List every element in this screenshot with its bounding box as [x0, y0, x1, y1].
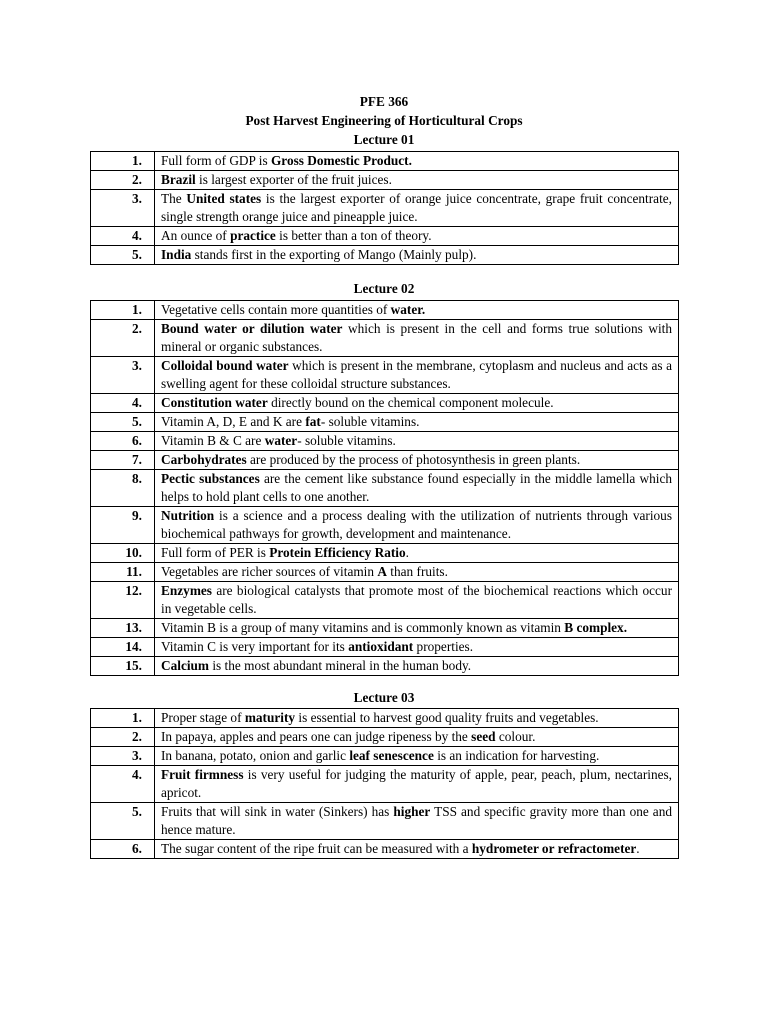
table-row [91, 320, 679, 357]
row-number: 1. [91, 301, 155, 320]
text-segment: stands first in the exporting of Mango (Mainly pulp). [191, 247, 477, 262]
text-segment: which is present in the cell and forms true solutions with mineral or organic substances. [161, 321, 672, 354]
row-text [155, 766, 679, 803]
text-segment: An ounce of [161, 228, 231, 243]
text-segment: In banana, potato, onion and garlic [161, 748, 350, 763]
row-text [155, 728, 679, 747]
row-number: 1. [91, 709, 155, 728]
row-number: 11. [91, 563, 155, 582]
text-segment: properties. [413, 639, 474, 654]
row-number: 12. [91, 582, 155, 619]
row-number: 4. [91, 766, 155, 803]
row-text [155, 432, 679, 451]
row-text [155, 544, 679, 563]
row-number: 14. [91, 638, 155, 657]
row-number: 3. [91, 190, 155, 227]
bold-term: maturity [244, 710, 296, 725]
text-segment: directly bound on the chemical component molecule. [267, 395, 554, 410]
table-row [91, 766, 679, 803]
table-row [91, 747, 679, 766]
text-segment: - soluble vitamins. [320, 414, 420, 429]
bold-term: United states [186, 191, 262, 206]
course-code: PFE 366 [359, 94, 409, 109]
course-title: Post Harvest Engineering of Horticultural Crops [245, 113, 523, 128]
bold-term: fat [305, 414, 321, 429]
text-segment: which is present in the membrane, cytoplasm and nucleus and acts as a swelling agent for these colloidal structure substances. [161, 358, 672, 391]
row-text [155, 413, 679, 432]
bold-term: water [264, 433, 298, 448]
text-segment: colour. [495, 729, 536, 744]
bold-term: antioxidant [348, 639, 414, 654]
row-number: 4. [91, 227, 155, 246]
table-row [91, 507, 679, 544]
table-row [91, 544, 679, 563]
row-number: 2. [91, 728, 155, 747]
text-segment: The sugar content of the ripe fruit can be measured with a [161, 841, 472, 856]
table-row [91, 803, 679, 840]
bold-term: Calcium [161, 658, 210, 673]
lecture-01-table [90, 151, 679, 265]
text-segment: Vitamin B & C are [161, 433, 265, 448]
table-row [91, 582, 679, 619]
row-text [155, 619, 679, 638]
bold-term: Brazil [161, 172, 196, 187]
table-row [91, 728, 679, 747]
row-text [155, 840, 679, 859]
row-number: 3. [91, 357, 155, 394]
text-segment: than fruits. [386, 564, 448, 579]
lecture-03-title: Lecture 03 [353, 690, 415, 705]
row-number: 2. [91, 320, 155, 357]
table-row [91, 394, 679, 413]
row-text [155, 171, 679, 190]
row-text [155, 563, 679, 582]
row-text [155, 357, 679, 394]
table-row [91, 246, 679, 265]
lecture-03-table [90, 708, 679, 859]
document-header [0, 92, 768, 130]
bold-term: practice [230, 228, 276, 243]
table-row [91, 470, 679, 507]
row-text [155, 709, 679, 728]
text-segment: is largest exporter of the fruit juices. [195, 172, 392, 187]
row-text [155, 507, 679, 544]
bold-term: A [377, 564, 387, 579]
row-text [155, 747, 679, 766]
row-number: 5. [91, 803, 155, 840]
row-text [155, 320, 679, 357]
table-row [91, 171, 679, 190]
row-number: 2. [91, 171, 155, 190]
bold-term: B complex. [564, 620, 628, 635]
text-segment: - soluble vitamins. [297, 433, 396, 448]
row-number: 1. [91, 152, 155, 171]
row-text [155, 470, 679, 507]
row-text [155, 582, 679, 619]
bold-term: Gross Domestic Product. [270, 153, 412, 168]
bold-term: hydrometer or refractometer [471, 841, 637, 856]
table-row [91, 840, 679, 859]
row-number: 9. [91, 507, 155, 544]
table-row [91, 227, 679, 246]
text-segment: Full form of PER is [161, 545, 270, 560]
bold-term: Carbohydrates [161, 452, 247, 467]
table-row [91, 357, 679, 394]
table-row [91, 657, 679, 676]
row-text [155, 246, 679, 265]
row-text [155, 638, 679, 657]
text-segment: Full form of GDP is [161, 153, 271, 168]
table-row [91, 301, 679, 320]
bold-term: Fruit firmness [161, 767, 244, 782]
text-segment: The [161, 191, 187, 206]
bold-term: Nutrition [161, 508, 215, 523]
bold-term: Protein Efficiency Ratio [269, 545, 406, 560]
table-row [91, 190, 679, 227]
bold-term: higher [393, 804, 431, 819]
row-text [155, 394, 679, 413]
text-segment: Vegetables are richer sources of vitamin [161, 564, 378, 579]
row-text [155, 227, 679, 246]
row-text [155, 301, 679, 320]
table-row [91, 638, 679, 657]
row-text [155, 803, 679, 840]
bold-term: seed [471, 729, 496, 744]
table-row [91, 563, 679, 582]
row-number: 8. [91, 470, 155, 507]
text-segment: . [636, 841, 640, 856]
text-segment: Vitamin C is very important for its [161, 639, 349, 654]
table-row [91, 619, 679, 638]
row-number: 13. [91, 619, 155, 638]
row-text [155, 190, 679, 227]
row-number: 5. [91, 246, 155, 265]
text-segment: is the most abundant mineral in the human body. [209, 658, 472, 673]
text-segment: are biological catalysts that promote most of the biochemical reactions which occur in vegetable cells. [161, 583, 672, 616]
text-segment: Vegetative cells contain more quantities of [161, 302, 391, 317]
text-segment: are the cement like substance found especially in the middle lamella which helps to hold plant cells to one another. [161, 471, 672, 504]
text-segment: is very useful for judging the maturity of apple, pear, peach, plum, nectarines, apricot. [161, 767, 672, 800]
bold-term: Colloidal bound water [161, 358, 289, 373]
bold-term: Pectic substances [161, 471, 260, 486]
text-segment: In papaya, apples and pears one can judge ripeness by the [161, 729, 472, 744]
row-number: 6. [91, 432, 155, 451]
text-segment: Fruits that will sink in water (Sinkers) has [161, 804, 394, 819]
row-number: 5. [91, 413, 155, 432]
row-text [155, 451, 679, 470]
row-number: 7. [91, 451, 155, 470]
bold-term: Constitution water [161, 395, 268, 410]
bold-term: Enzymes [161, 583, 212, 598]
text-segment: is better than a ton of theory. [275, 228, 432, 243]
text-segment: are produced by the process of photosynthesis in green plants. [246, 452, 581, 467]
row-text [155, 657, 679, 676]
lecture-01-title: Lecture 01 [353, 132, 415, 147]
bold-term: leaf senescence [349, 748, 434, 763]
row-number: 10. [91, 544, 155, 563]
bold-term: India [161, 247, 192, 262]
table-row [91, 451, 679, 470]
text-segment: . [405, 545, 409, 560]
bold-term: Bound water or dilution water [161, 321, 343, 336]
table-row [91, 709, 679, 728]
text-segment: Vitamin B is a group of many vitamins and is commonly known as vitamin [161, 620, 565, 635]
text-segment: Proper stage of [161, 710, 245, 725]
row-number: 15. [91, 657, 155, 676]
table-row [91, 413, 679, 432]
bold-term: water. [390, 302, 426, 317]
table-row [91, 432, 679, 451]
row-text [155, 152, 679, 171]
text-segment: is the largest exporter of orange juice concentrate, grape fruit concentrate, single strength orange juice and pineapple juice. [161, 191, 673, 224]
lecture-02-title: Lecture 02 [353, 281, 415, 296]
lecture-02-table [90, 300, 679, 676]
text-segment: is a science and a process dealing with the utilization of nutrients through various biochemical pathways for growth, development and maintenance. [161, 508, 672, 541]
text-segment: TSS and specific gravity more than one and hence mature. [161, 804, 672, 837]
text-segment: is an indication for harvesting. [433, 748, 600, 763]
text-segment: Vitamin A, D, E and K are [161, 414, 306, 429]
text-segment: is essential to harvest good quality fruits and vegetables. [295, 710, 599, 725]
table-row [91, 152, 679, 171]
row-number: 6. [91, 840, 155, 859]
row-number: 4. [91, 394, 155, 413]
row-number: 3. [91, 747, 155, 766]
